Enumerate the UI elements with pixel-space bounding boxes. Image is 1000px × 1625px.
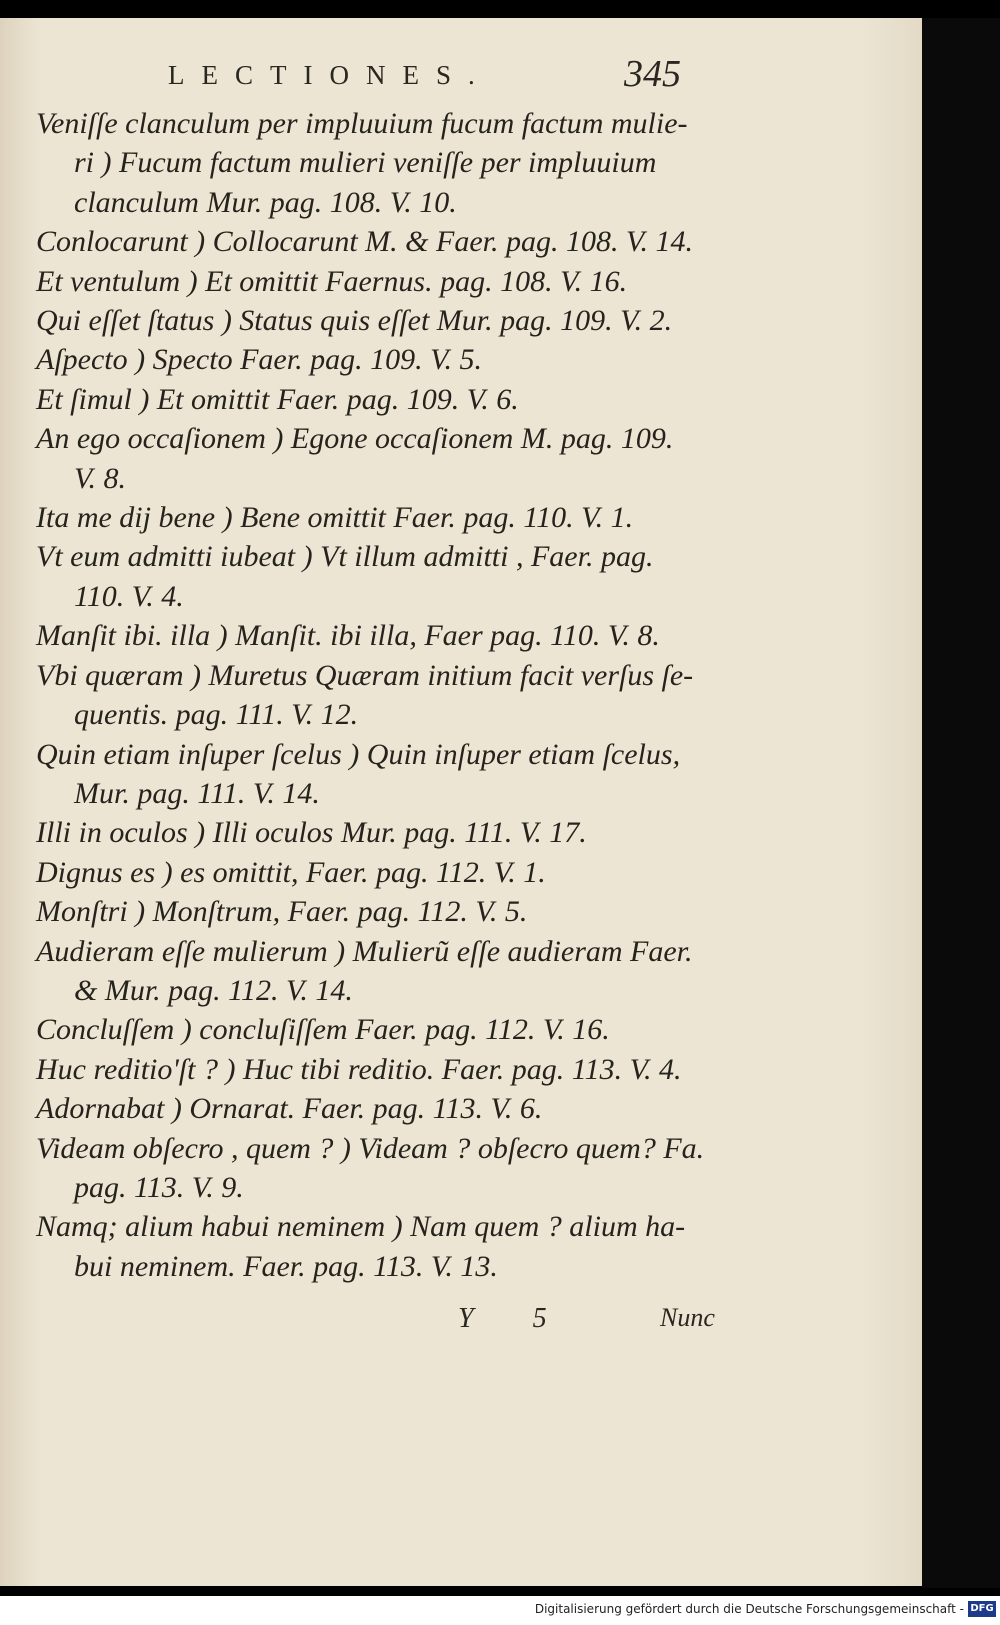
book-spine <box>922 18 1000 1588</box>
entry-line: Qui eſſet ſtatus ) Status quis eſſet Mur. pag. 109. V. 2. <box>36 304 673 338</box>
list-item <box>36 813 736 852</box>
entry-continuation: 110. V. 4. <box>74 579 184 613</box>
catchword: Nunc <box>660 1303 715 1332</box>
entry-line: Concluſſem ) concluſiſſem Faer. pag. 112. V. 16. <box>36 1013 610 1047</box>
entry-continuation: ri ) Fucum factum mulieri veniſſe per impluuium <box>74 146 657 180</box>
list-item <box>36 735 736 814</box>
list-item <box>36 301 736 340</box>
entry-continuation: clanculum Mur. pag. 108. V. 10. <box>74 185 457 219</box>
running-title: LECTIONES. <box>168 60 492 90</box>
dfg-logo-icon: DFG <box>968 1601 996 1617</box>
entry-line: Adornabat ) Ornarat. Faer. pag. 113. V. 6. <box>36 1092 543 1126</box>
list-item <box>36 104 736 222</box>
entry-line: Huc reditio'ſt ? ) Huc tibi reditio. Faer. pag. 113. V. 4. <box>36 1052 682 1086</box>
entry-line: Aſpecto ) Specto Faer. pag. 109. V. 5. <box>36 343 483 377</box>
entry-continuation: V. 8. <box>74 461 126 495</box>
entry-line: Ita me dij bene ) Bene omittit Faer. pag. 110. V. 1. <box>36 501 634 535</box>
entry-line: Veniſſe clanculum per impluuium fucum factum mulie- <box>36 107 688 140</box>
page-number: 345 <box>624 53 681 95</box>
entry-continuation: Mur. pag. 111. V. 14. <box>74 776 320 810</box>
entry-line: Audieram eſſe mulierum ) Mulierũ eſſe audieram Faer. <box>36 934 693 968</box>
entry-line: Et ventulum ) Et omittit Faernus. pag. 108. V. 16. <box>36 264 628 298</box>
list-item <box>36 419 736 498</box>
entry-continuation: pag. 113. V. 9. <box>74 1170 244 1204</box>
entry-line: Et ſimul ) Et omittit Faer. pag. 109. V. 6. <box>36 382 519 416</box>
lection-list <box>36 104 736 1286</box>
list-item <box>36 932 736 1011</box>
list-item <box>36 656 736 735</box>
entry-line: Videam obſecro , quem ? ) Videam ? obſecro quem? Fa. <box>36 1131 705 1165</box>
list-item <box>36 616 736 655</box>
entry-line: Vt eum admitti iubeat ) Vt illum admitti , Faer. pag. <box>36 540 654 574</box>
list-item <box>36 1010 736 1049</box>
entry-line: Manſit ibi. illa ) Manſit. ibi illa, Faer pag. 110. V. 8. <box>36 619 660 653</box>
list-item <box>36 222 736 261</box>
entry-line: Vbi quæram ) Muretus Quæram initium facit verſus ſe- <box>36 658 694 692</box>
digitization-note: Digitalisierung gefördert durch die Deutsche Forschungsgemeinschaft - <box>534 1602 964 1616</box>
entry-line: An ego occaſionem ) Egone occaſionem M. pag. 109. <box>36 422 674 456</box>
list-item <box>36 340 736 379</box>
entry-line: Quin etiam inſuper ſcelus ) Quin inſuper etiam ſcelus, <box>36 737 681 771</box>
entry-line: Illi in oculos ) Illi oculos Mur. pag. 111. V. 17. <box>36 816 587 850</box>
list-item <box>36 892 736 931</box>
digitization-footer <box>0 1596 1000 1625</box>
list-item <box>36 1089 736 1128</box>
entry-line: Monſtri ) Monſtrum, Faer. pag. 112. V. 5. <box>36 895 528 929</box>
signature-mark: Y 5 <box>458 1303 573 1334</box>
list-item <box>36 1129 736 1208</box>
entry-line: Namq; alium habui neminem ) Nam quem ? alium ha- <box>36 1210 686 1244</box>
list-item <box>36 1207 736 1286</box>
entry-line: Dignus es ) es omittit, Faer. pag. 112. V. 1. <box>36 855 546 889</box>
list-item <box>36 537 736 616</box>
list-item <box>36 853 736 892</box>
entry-continuation: bui neminem. Faer. pag. 113. V. 13. <box>74 1249 498 1283</box>
list-item <box>36 498 736 537</box>
entry-line: Conlocarunt ) Collocarunt M. & Faer. pag. 108. V. 14. <box>36 225 693 259</box>
list-item <box>36 262 736 301</box>
entry-continuation: quentis. pag. 111. V. 12. <box>74 698 359 732</box>
list-item <box>36 380 736 419</box>
list-item <box>36 1050 736 1089</box>
entry-continuation: & Mur. pag. 112. V. 14. <box>74 973 353 1007</box>
